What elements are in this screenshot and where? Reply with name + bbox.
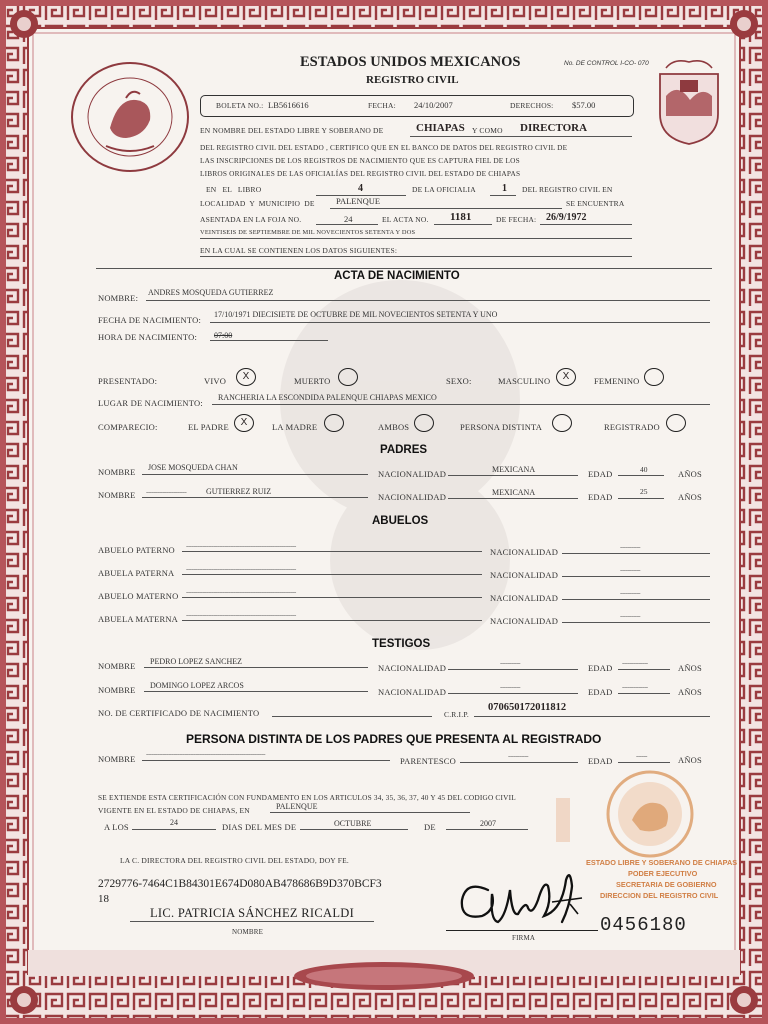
stamp-line-1: ESTADO LIBRE Y SOBERANO DE CHIAPAS bbox=[586, 858, 738, 867]
testigo2-anos-label: AÑOS bbox=[678, 687, 702, 697]
persona-title: PERSONA DISTINTA DE LOS PADRES QUE PRESENTA AL REGISTRADO bbox=[186, 732, 602, 746]
testigo2-edad-dash: -------------- bbox=[622, 683, 648, 691]
persona-edad-label: EDAD bbox=[588, 756, 613, 766]
abuelo-materno-nac-dash: ----------- bbox=[620, 589, 641, 597]
ambos-label: AMBOS bbox=[378, 422, 410, 432]
stamp-line-2: PODER EJECUTIVO bbox=[628, 869, 698, 878]
datos-siguientes: EN LA CUAL SE CONTIENEN LOS DATOS SIGUIENTES: bbox=[200, 246, 398, 255]
control-number: No. DE CONTROL I-CO- 070 bbox=[564, 60, 649, 67]
el-padre-label: EL PADRE bbox=[188, 422, 229, 432]
oficialia-value: 1 bbox=[502, 183, 507, 194]
abuelo-paterno-nac-label: NACIONALIDAD bbox=[490, 547, 559, 557]
state-shield-icon bbox=[654, 56, 724, 146]
madre-dash: ---------------------- bbox=[146, 488, 187, 496]
persona-distinta-label: PERSONA DISTINTA bbox=[460, 422, 543, 432]
madre-anos-label: AÑOS bbox=[678, 492, 702, 502]
persona-distinta-checkbox[interactable] bbox=[552, 414, 572, 432]
hora-value: 07:00 bbox=[214, 331, 233, 340]
boleta-label: BOLETA NO.: bbox=[216, 101, 264, 110]
hash-line: 2729776-7464C1B84301E674D080AB478686B9D370BCF3 bbox=[98, 878, 382, 890]
persona-nombre-dash: ----------------------------------------------------------------- bbox=[146, 750, 266, 758]
testigo2-nombre-label: NOMBRE bbox=[98, 685, 136, 695]
lugar-label: LUGAR DE NACIMIENTO: bbox=[98, 398, 203, 408]
boleta-value: LB5616616 bbox=[268, 100, 309, 110]
mes-value: OCTUBRE bbox=[334, 819, 372, 828]
abuela-materna-label: ABUELA MATERNA bbox=[98, 614, 179, 624]
abuelo-materno-label: ABUELO MATERNO bbox=[98, 591, 179, 601]
parentesco-dash: ----------- bbox=[508, 752, 529, 760]
vivo-label: VIVO bbox=[204, 376, 227, 386]
testigo2-edad-label: EDAD bbox=[588, 687, 613, 697]
madre-nacionalidad-label: NACIONALIDAD bbox=[378, 492, 447, 502]
anio-value: 2007 bbox=[480, 819, 496, 828]
cert-role: DIRECTORA bbox=[520, 122, 588, 134]
registrado-checkbox[interactable] bbox=[666, 414, 686, 432]
extiende-line2: VIGENTE EN EL ESTADO DE CHIAPAS, EN bbox=[98, 806, 250, 815]
hora-label: HORA DE NACIMIENTO: bbox=[98, 332, 198, 342]
testigo2-nac-dash: ----------- bbox=[500, 683, 521, 691]
abuelos-title: ABUELOS bbox=[372, 515, 429, 527]
registrado-label: REGISTRADO bbox=[604, 422, 660, 432]
muerto-label: MUERTO bbox=[294, 376, 331, 386]
libro-value: 4 bbox=[358, 183, 363, 194]
del-registro: DEL REGISTRO CIVIL EN bbox=[522, 185, 613, 194]
lugar-value: RANCHERIA LA ESCONDIDA PALENQUE CHIAPAS MEXICO bbox=[218, 393, 437, 402]
ambos-checkbox[interactable] bbox=[414, 414, 434, 432]
vivo-checkbox[interactable]: X bbox=[236, 368, 256, 386]
masculino-label: MASCULINO bbox=[498, 376, 551, 386]
testigo1-nac-label: NACIONALIDAD bbox=[378, 663, 447, 673]
dia-value: 24 bbox=[170, 818, 178, 827]
office-title: REGISTRO CIVIL bbox=[366, 74, 459, 86]
testigos-title: TESTIGOS bbox=[372, 638, 431, 650]
la-madre-label: LA MADRE bbox=[272, 422, 318, 432]
testigo1-edad-label: EDAD bbox=[588, 663, 613, 673]
curp-label: C.R.I.P. bbox=[444, 710, 469, 719]
testigo1-edad-dash: -------------- bbox=[622, 659, 648, 667]
padre-anos-label: AÑOS bbox=[678, 469, 702, 479]
se-encuentra: SE ENCUENTRA bbox=[566, 199, 625, 208]
cert-y-como: Y COMO bbox=[472, 126, 503, 135]
abuelo-paterno-dash: ------------------------------------------------------------ bbox=[186, 542, 296, 550]
padres-title: PADRES bbox=[380, 444, 428, 456]
abuela-paterna-dash: ------------------------------------------------------------ bbox=[186, 565, 296, 573]
derechos-value: $57.00 bbox=[572, 100, 596, 110]
country-title: ESTADOS UNIDOS MEXICANOS bbox=[300, 54, 521, 70]
padre-edad: 40 bbox=[640, 465, 648, 474]
madre-nombre-label: NOMBRE bbox=[98, 490, 136, 500]
de-label: DE bbox=[424, 822, 436, 832]
masculino-checkbox[interactable]: X bbox=[556, 368, 576, 386]
cert-line2: DEL REGISTRO CIVIL DEL ESTADO , CERTIFICO QUE EN EL BANCO DE DATOS DEL REGISTRO CIVIL DE bbox=[200, 143, 568, 152]
abuela-materna-nac-label: NACIONALIDAD bbox=[490, 616, 559, 626]
presentado-label: PRESENTADO: bbox=[98, 376, 158, 386]
stamp-line-3: SECRETARIA DE GOBIERNO bbox=[616, 880, 717, 889]
extiende-line1: SE EXTIENDE ESTA CERTIFICACIÓN CON FUNDAMENTO EN LOS ARTICULOS 34, 35, 36, 37, 40 Y 45 DEL CODIGO CIVIL bbox=[98, 793, 516, 802]
fecha-nac-value: 17/10/1971 DIECISIETE DE OCTUBRE DE MIL NOVECIENTOS SETENTA Y UNO bbox=[214, 310, 498, 319]
persona-nombre-label: NOMBRE bbox=[98, 754, 136, 764]
abuelo-materno-nac-label: NACIONALIDAD bbox=[490, 593, 559, 603]
cert-state: CHIAPAS bbox=[416, 122, 465, 134]
comparecio-label: COMPARECIO: bbox=[98, 422, 158, 432]
abuela-materna-dash: ------------------------------------------------------------ bbox=[186, 611, 296, 619]
abuelo-materno-dash: ------------------------------------------------------------ bbox=[186, 588, 296, 596]
nombre-value: ANDRES MOSQUEDA GUTIERREZ bbox=[148, 288, 274, 297]
femenino-label: FEMENINO bbox=[594, 376, 640, 386]
padre-nacionalidad: MEXICANA bbox=[492, 465, 536, 474]
curp-value: 070650172011812 bbox=[488, 702, 567, 713]
nombre-caption: NOMBRE bbox=[232, 928, 264, 936]
abuelo-paterno-nac-dash: ----------- bbox=[620, 543, 641, 551]
muerto-checkbox[interactable] bbox=[338, 368, 358, 386]
testigo2-name: DOMINGO LOPEZ ARCOS bbox=[150, 681, 244, 690]
directora-line: LA C. DIRECTORA DEL REGISTRO CIVIL DEL ESTADO, DOY FE. bbox=[120, 856, 349, 865]
testigo2-nac-label: NACIONALIDAD bbox=[378, 687, 447, 697]
abuela-paterna-label: ABUELA PATERNA bbox=[98, 568, 175, 578]
foja-value: 24 bbox=[344, 214, 353, 224]
padre-edad-label: EDAD bbox=[588, 469, 613, 479]
abuela-paterna-nac-dash: ----------- bbox=[620, 566, 641, 574]
parentesco-label: PARENTESCO bbox=[400, 756, 457, 766]
serial-number: 0456180 bbox=[600, 914, 687, 936]
femenino-checkbox[interactable] bbox=[644, 368, 664, 386]
en-el-libro: EN EL LIBRO bbox=[206, 185, 262, 194]
testigo1-nombre-label: NOMBRE bbox=[98, 661, 136, 671]
abuelo-paterno-label: ABUELO PATERNO bbox=[98, 545, 175, 555]
de-la-oficialia: DE LA OFICIALIA bbox=[412, 185, 476, 194]
acta-value: 1181 bbox=[450, 211, 472, 223]
localidad-value: PALENQUE bbox=[336, 196, 381, 206]
cert-line1-prefix: EN NOMBRE DEL ESTADO LIBRE Y SOBERANO DE bbox=[200, 126, 384, 135]
fecha-acta: 26/9/1972 bbox=[546, 212, 587, 223]
stamp-line-4: DIRECCION DEL REGISTRO CIVIL bbox=[600, 891, 719, 900]
sexo-label: SEXO: bbox=[446, 376, 472, 386]
madre-nacionalidad: MEXICANA bbox=[492, 488, 536, 497]
cert-line4: LIBROS ORIGINALES DE LAS OFICIALÍAS DEL REGISTRO CIVIL DEL ESTADO DE CHIAPAS bbox=[200, 169, 521, 178]
de-fecha-label: DE FECHA: bbox=[496, 215, 537, 224]
localidad-label: LOCALIDAD Y MUNICIPIO DE bbox=[200, 199, 315, 208]
fecha-letra: VEINTISEIS DE SEPTIEMBRE DE MIL NOVECIENTOS SETENTA Y DOS bbox=[200, 229, 416, 236]
a-los-label: A LOS bbox=[104, 822, 129, 832]
abuela-materna-nac-dash: ----------- bbox=[620, 612, 641, 620]
certificado-label: NO. DE CERTIFICADO DE NACIMIENTO bbox=[98, 708, 260, 718]
el-padre-checkbox[interactable]: X bbox=[234, 414, 254, 432]
dias-del-mes-label: DIAS DEL MES DE bbox=[222, 822, 297, 832]
testigo1-anos-label: AÑOS bbox=[678, 663, 702, 673]
nombre-label: NOMBRE: bbox=[98, 293, 139, 303]
padre-nombre-label: NOMBRE bbox=[98, 467, 136, 477]
abuela-paterna-nac-label: NACIONALIDAD bbox=[490, 570, 559, 580]
national-seal-icon bbox=[66, 58, 194, 176]
derechos-label: DERECHOS: bbox=[510, 101, 554, 110]
madre-edad: 25 bbox=[640, 487, 648, 496]
boleta-fecha-label: FECHA: bbox=[368, 101, 396, 110]
madre-name: GUTIERREZ RUIZ bbox=[206, 487, 272, 496]
acta-title: ACTA DE NACIMIENTO bbox=[334, 270, 460, 282]
testigo1-nac-dash: ----------- bbox=[500, 659, 521, 667]
firma-caption: FIRMA bbox=[512, 934, 536, 942]
madre-edad-label: EDAD bbox=[588, 492, 613, 502]
padre-name: JOSE MOSQUEDA CHAN bbox=[148, 463, 238, 472]
boleta-fecha-value: 24/10/2007 bbox=[414, 100, 453, 110]
official-name: LIC. PATRICIA SÁNCHEZ RICALDI bbox=[150, 906, 355, 920]
hash-line-2: 18 bbox=[98, 893, 109, 905]
persona-anos-label: AÑOS bbox=[678, 755, 702, 765]
padre-nacionalidad-label: NACIONALIDAD bbox=[378, 469, 447, 479]
cert-line3: LAS INSCRIPCIONES DE LOS REGISTROS DE NACIMIENTO QUE ES CAPTURA FIEL DE LOS bbox=[200, 156, 520, 165]
extiende-place: PALENQUE bbox=[276, 802, 318, 811]
testigo1-name: PEDRO LOPEZ SANCHEZ bbox=[150, 657, 243, 666]
la-madre-checkbox[interactable] bbox=[324, 414, 344, 432]
acta-label: EL ACTA NO. bbox=[382, 215, 429, 224]
persona-edad-dash: ------ bbox=[636, 752, 647, 760]
asentada-label: ASENTADA EN LA FOJA NO. bbox=[200, 215, 302, 224]
fecha-nac-label: FECHA DE NACIMIENTO: bbox=[98, 315, 202, 325]
